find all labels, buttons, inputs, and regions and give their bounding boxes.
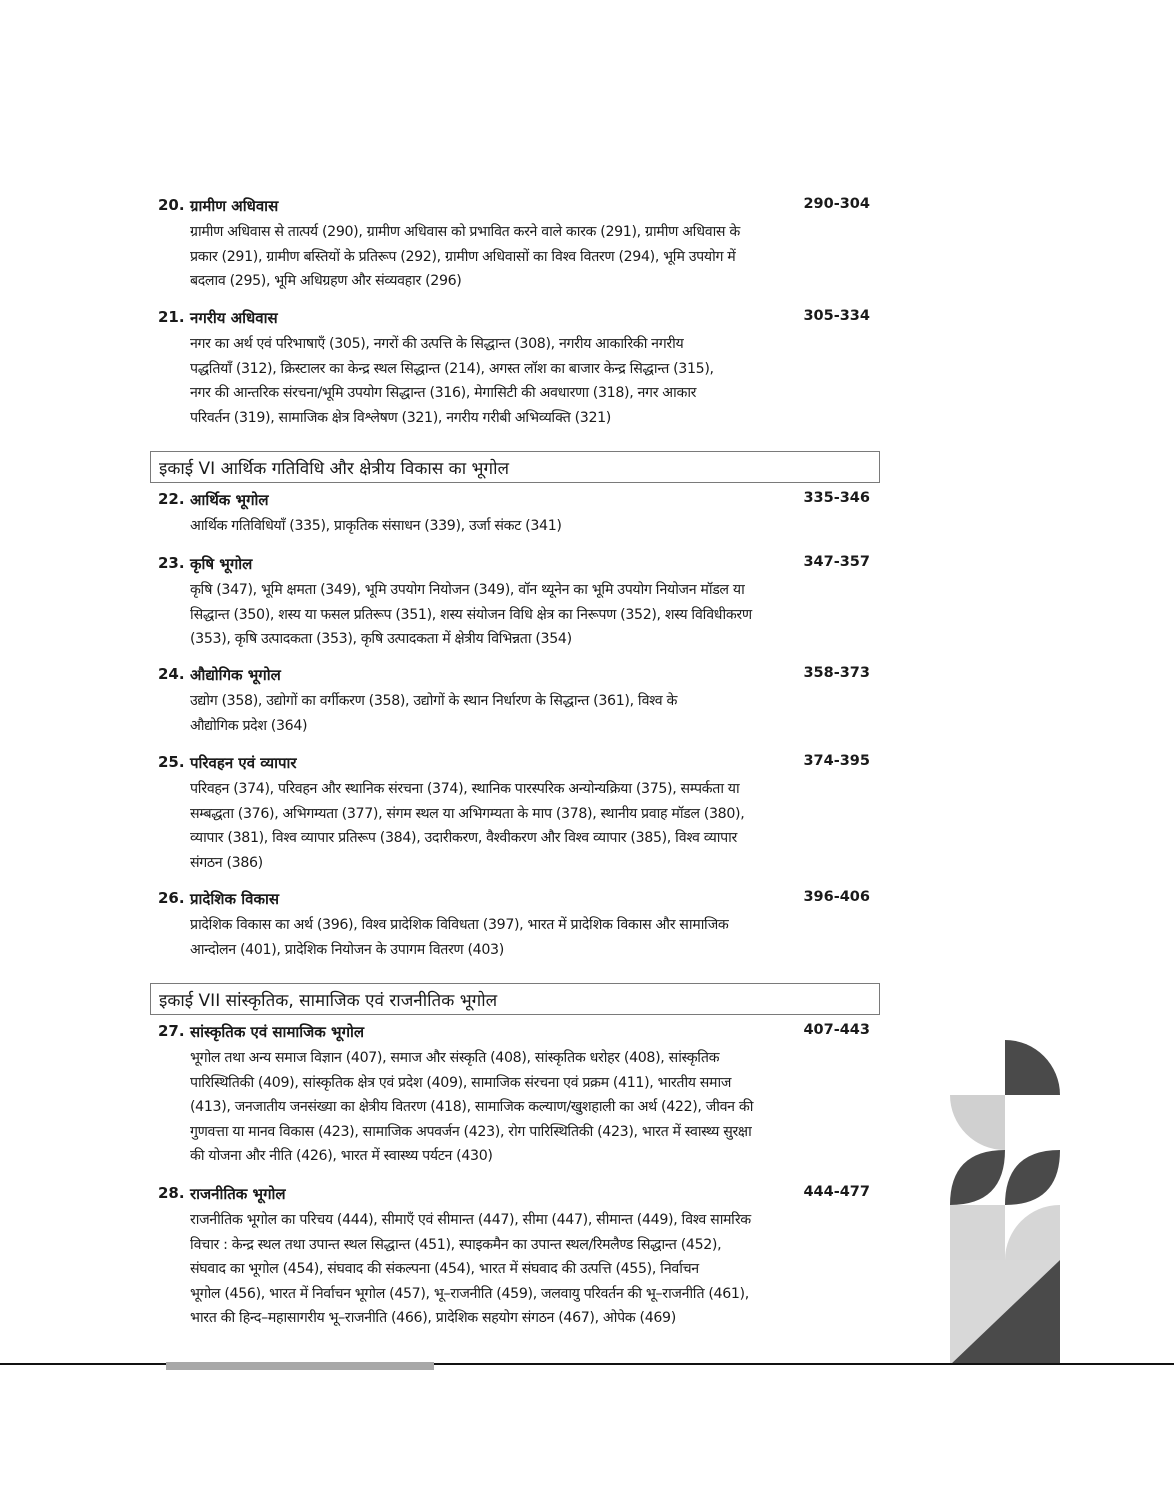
entry-line: भूगोल (456), भारत में निर्वाचन भूगोल (457), भू–राजनीति (459), जलवायु परिवर्तन की भू–राजनीति (461), <box>190 1285 749 1302</box>
entry-description <box>190 514 870 539</box>
unit-heading-text: इकाई VII सांस्कृतिक, सामाजिक एवं राजनीतिक भूगोल <box>159 991 498 1011</box>
entry-page-range: 374-395 <box>803 753 870 769</box>
entry-line: राजनीतिक भूगोल का परिचय (444), सीमाएँ एवं सीमान्त (447), सीमा (447), सीमान्त (449), विश्व सामरिक <box>190 1212 751 1228</box>
toc-entry-28 <box>158 1184 870 1331</box>
entry-line: औद्योगिक प्रदेश (364) <box>190 717 308 734</box>
entry-page-range: 444-477 <box>803 1184 870 1200</box>
entry-line: पद्धतियाँ (312), क्रिस्टालर का केन्द्र स्थल सिद्धान्त (214), अगस्त लॉश का बाजार केन्द्र सिद्धान्त (315), <box>190 360 714 377</box>
entry-line: नगर का अर्थ एवं परिभाषाएँ (305), नगरों की उत्पत्ति के सिद्धान्त (308), नगरीय आकारिकी नगरीय <box>190 336 684 352</box>
entry-number: 26. <box>158 889 185 907</box>
entry-line: भारत की हिन्द–महासागरीय भू–राजनीति (466), प्रादेशिक सहयोग संगठन (467), ओपेक (469) <box>190 1310 676 1326</box>
entry-header <box>158 308 870 332</box>
decorative-geometric-ornament <box>950 1040 1060 1365</box>
entry-description <box>190 1046 870 1169</box>
entry-title: राजनीतिक भूगोल <box>190 1185 286 1203</box>
entry-header <box>158 889 870 913</box>
entry-number: 24. <box>158 665 185 683</box>
entry-line: विचार : केन्द्र स्थल तथा उपान्त स्थल सिद्धान्त (451), स्पाइकमैन का उपान्त स्थल/रिमलैण्ड सिद्धान्त (452), <box>190 1236 722 1253</box>
entry-number: 28. <box>158 1184 185 1202</box>
entry-description <box>190 913 870 962</box>
entry-header <box>158 1184 870 1208</box>
entry-line: गुणवत्ता या मानव विकास (423), सामाजिक अपवर्जन (423), रोग पारिस्थितिकी (423), भारत में स्वास्थ्य सुरक्षा <box>190 1123 752 1140</box>
entry-line: पारिस्थितिकी (409), सांस्कृतिक क्षेत्र एवं प्रदेश (409), सामाजिक संरचना एवं प्रक्रम (411), भारतीय समाज <box>190 1074 732 1091</box>
dark-quarter-circle-shape <box>1005 1040 1060 1095</box>
entry-page-range: 305-334 <box>803 308 870 324</box>
entry-line: भूगोल तथा अन्य समाज विज्ञान (407), समाज और संस्कृति (408), सांस्कृतिक धरोहर (408), सांस्कृतिक <box>190 1050 720 1066</box>
entry-page-range: 396-406 <box>803 889 870 905</box>
toc-entry-23 <box>158 554 870 652</box>
entry-line: बदलाव (295), भूमि अधिग्रहण और संव्यवहार (296) <box>190 273 462 289</box>
entry-header <box>158 665 870 689</box>
entry-line: संघवाद का भूगोल (454), संघवाद की संकल्पना (454), भारत में संघवाद की उत्पत्ति (455), निर्वाचन <box>190 1261 699 1277</box>
entry-page-range: 335-346 <box>803 490 870 506</box>
entry-page-range: 358-373 <box>803 665 870 681</box>
entry-description <box>190 220 870 294</box>
entry-line: आर्थिक गतिविधियाँ (335), प्राकृतिक संसाधन (339), उर्जा संकट (341) <box>190 518 562 534</box>
unit-7-heading <box>150 983 880 1015</box>
entry-page-range: 347-357 <box>803 554 870 570</box>
entry-number: 25. <box>158 753 185 771</box>
entry-line: परिवर्तन (319), सामाजिक क्षेत्र विश्लेषण (321), नगरीय गरीबी अभिव्यक्ति (321) <box>190 409 611 426</box>
unit-heading-text: इकाई VI आर्थिक गतिविधि और क्षेत्रीय विकास का भूगोल <box>159 459 509 479</box>
dark-leaf-shape <box>950 1150 1005 1205</box>
toc-entry-20 <box>158 196 870 294</box>
entry-header <box>158 196 870 220</box>
toc-entry-22 <box>158 490 870 539</box>
entry-title: औद्योगिक भूगोल <box>190 666 281 684</box>
entry-line: प्रकार (291), ग्रामीण बस्तियों के प्रतिरूप (292), ग्रामीण अधिवासों का विश्व वितरण (294), भूमि उपयोग में <box>190 248 736 265</box>
footer-accent-bar <box>166 1362 434 1370</box>
unit-6-heading <box>150 451 880 483</box>
entry-line: व्यापार (381), विश्व व्यापार प्रतिरूप (384), उदारीकरण, वैश्वीकरण और विश्व व्यापार (385), विश्व व्यापार <box>190 830 737 846</box>
entry-line: की योजना और नीति (426), भारत में स्वास्थ्य पर्यटन (430) <box>190 1148 493 1164</box>
toc-entry-26 <box>158 889 870 962</box>
entry-line: उद्योग (358), उद्योगों का वर्गीकरण (358), उद्योगों के स्थान निर्धारण के सिद्धान्त (361), विश्व के <box>190 693 678 709</box>
entry-description <box>190 578 870 652</box>
entry-title: परिवहन एवं व्यापार <box>190 754 297 772</box>
entry-line: सम्बद्धता (376), अभिगम्यता (377), संगम स्थल या अभिगम्यता के माप (378), स्थानीय प्रवाह मॉडल (380), <box>190 805 745 822</box>
entry-title: प्रादेशिक विकास <box>190 890 279 908</box>
entry-number: 23. <box>158 554 185 572</box>
entry-line: आन्दोलन (401), प्रादेशिक नियोजन के उपागम वितरण (403) <box>190 941 504 958</box>
entry-title: कृषि भूगोल <box>190 555 253 573</box>
entry-description <box>190 777 870 875</box>
entry-title: नगरीय अधिवास <box>190 309 278 327</box>
toc-entry-24 <box>158 665 870 738</box>
entry-line: (413), जनजातीय जनसंख्या का क्षेत्रीय वितरण (418), सामाजिक कल्याण/खुशहाली का अर्थ (422), जीवन की <box>190 1099 754 1115</box>
light-square-shape <box>950 1205 1005 1260</box>
entry-line: (353), कृषि उत्पादकता (353), कृषि उत्पादकता में क्षेत्रीय विभिन्नता (354) <box>190 631 572 647</box>
entry-description <box>190 332 870 430</box>
entry-header <box>158 490 870 514</box>
dark-leaf-shape-2 <box>1005 1150 1060 1205</box>
light-quarter-circle-shape <box>950 1095 1005 1150</box>
entry-line: परिवहन (374), परिवहन और स्थानिक संरचना (374), स्थानिक पारस्परिक अन्योन्यक्रिया (375), सम्पर्कता या <box>190 781 740 797</box>
entry-line: सिद्धान्त (350), शस्य या फसल प्रतिरूप (351), शस्य संयोजन विधि क्षेत्र का निरूपण (352), शस्य विविधीकरण <box>190 606 752 623</box>
toc-entry-21 <box>158 308 870 430</box>
entry-number: 20. <box>158 196 185 214</box>
entry-header <box>158 1022 870 1046</box>
entry-line: कृषि (347), भूमि क्षमता (349), भूमि उपयोग नियोजन (349), वॉन थ्यूनेन का भूमि उपयोग नियोजन मॉडल या <box>190 582 745 598</box>
entry-line: प्रादेशिक विकास का अर्थ (396), विश्व प्रादेशिक विविधता (397), भारत में प्रादेशिक विकास और सामाजिक <box>190 917 729 933</box>
entry-header <box>158 554 870 578</box>
entry-number: 22. <box>158 490 185 508</box>
entry-description <box>190 1208 870 1331</box>
entry-line: ग्रामीण अधिवास से तात्पर्य (290), ग्रामीण अधिवास को प्रभावित करने वाले कारक (291), ग्रामीण अधिवास के <box>190 224 740 240</box>
toc-entry-27 <box>158 1022 870 1169</box>
entry-header <box>158 753 870 777</box>
entry-line: संगठन (386) <box>190 854 263 871</box>
entry-title: आर्थिक भूगोल <box>190 491 269 509</box>
light-half-circle-shape <box>1005 1205 1060 1260</box>
entry-description <box>190 689 870 738</box>
entry-page-range: 290-304 <box>803 196 870 212</box>
entry-title: सांस्कृतिक एवं सामाजिक भूगोल <box>190 1023 365 1041</box>
entry-title: ग्रामीण अधिवास <box>190 197 279 215</box>
toc-entry-25 <box>158 753 870 875</box>
entry-number: 21. <box>158 308 185 326</box>
entry-page-range: 407-443 <box>803 1022 870 1038</box>
entry-line: नगर की आन्तरिक संरचना/भूमि उपयोग सिद्धान्त (316), मेगासिटी की अवधारणा (318), नगर आकार <box>190 385 697 401</box>
entry-number: 27. <box>158 1022 185 1040</box>
